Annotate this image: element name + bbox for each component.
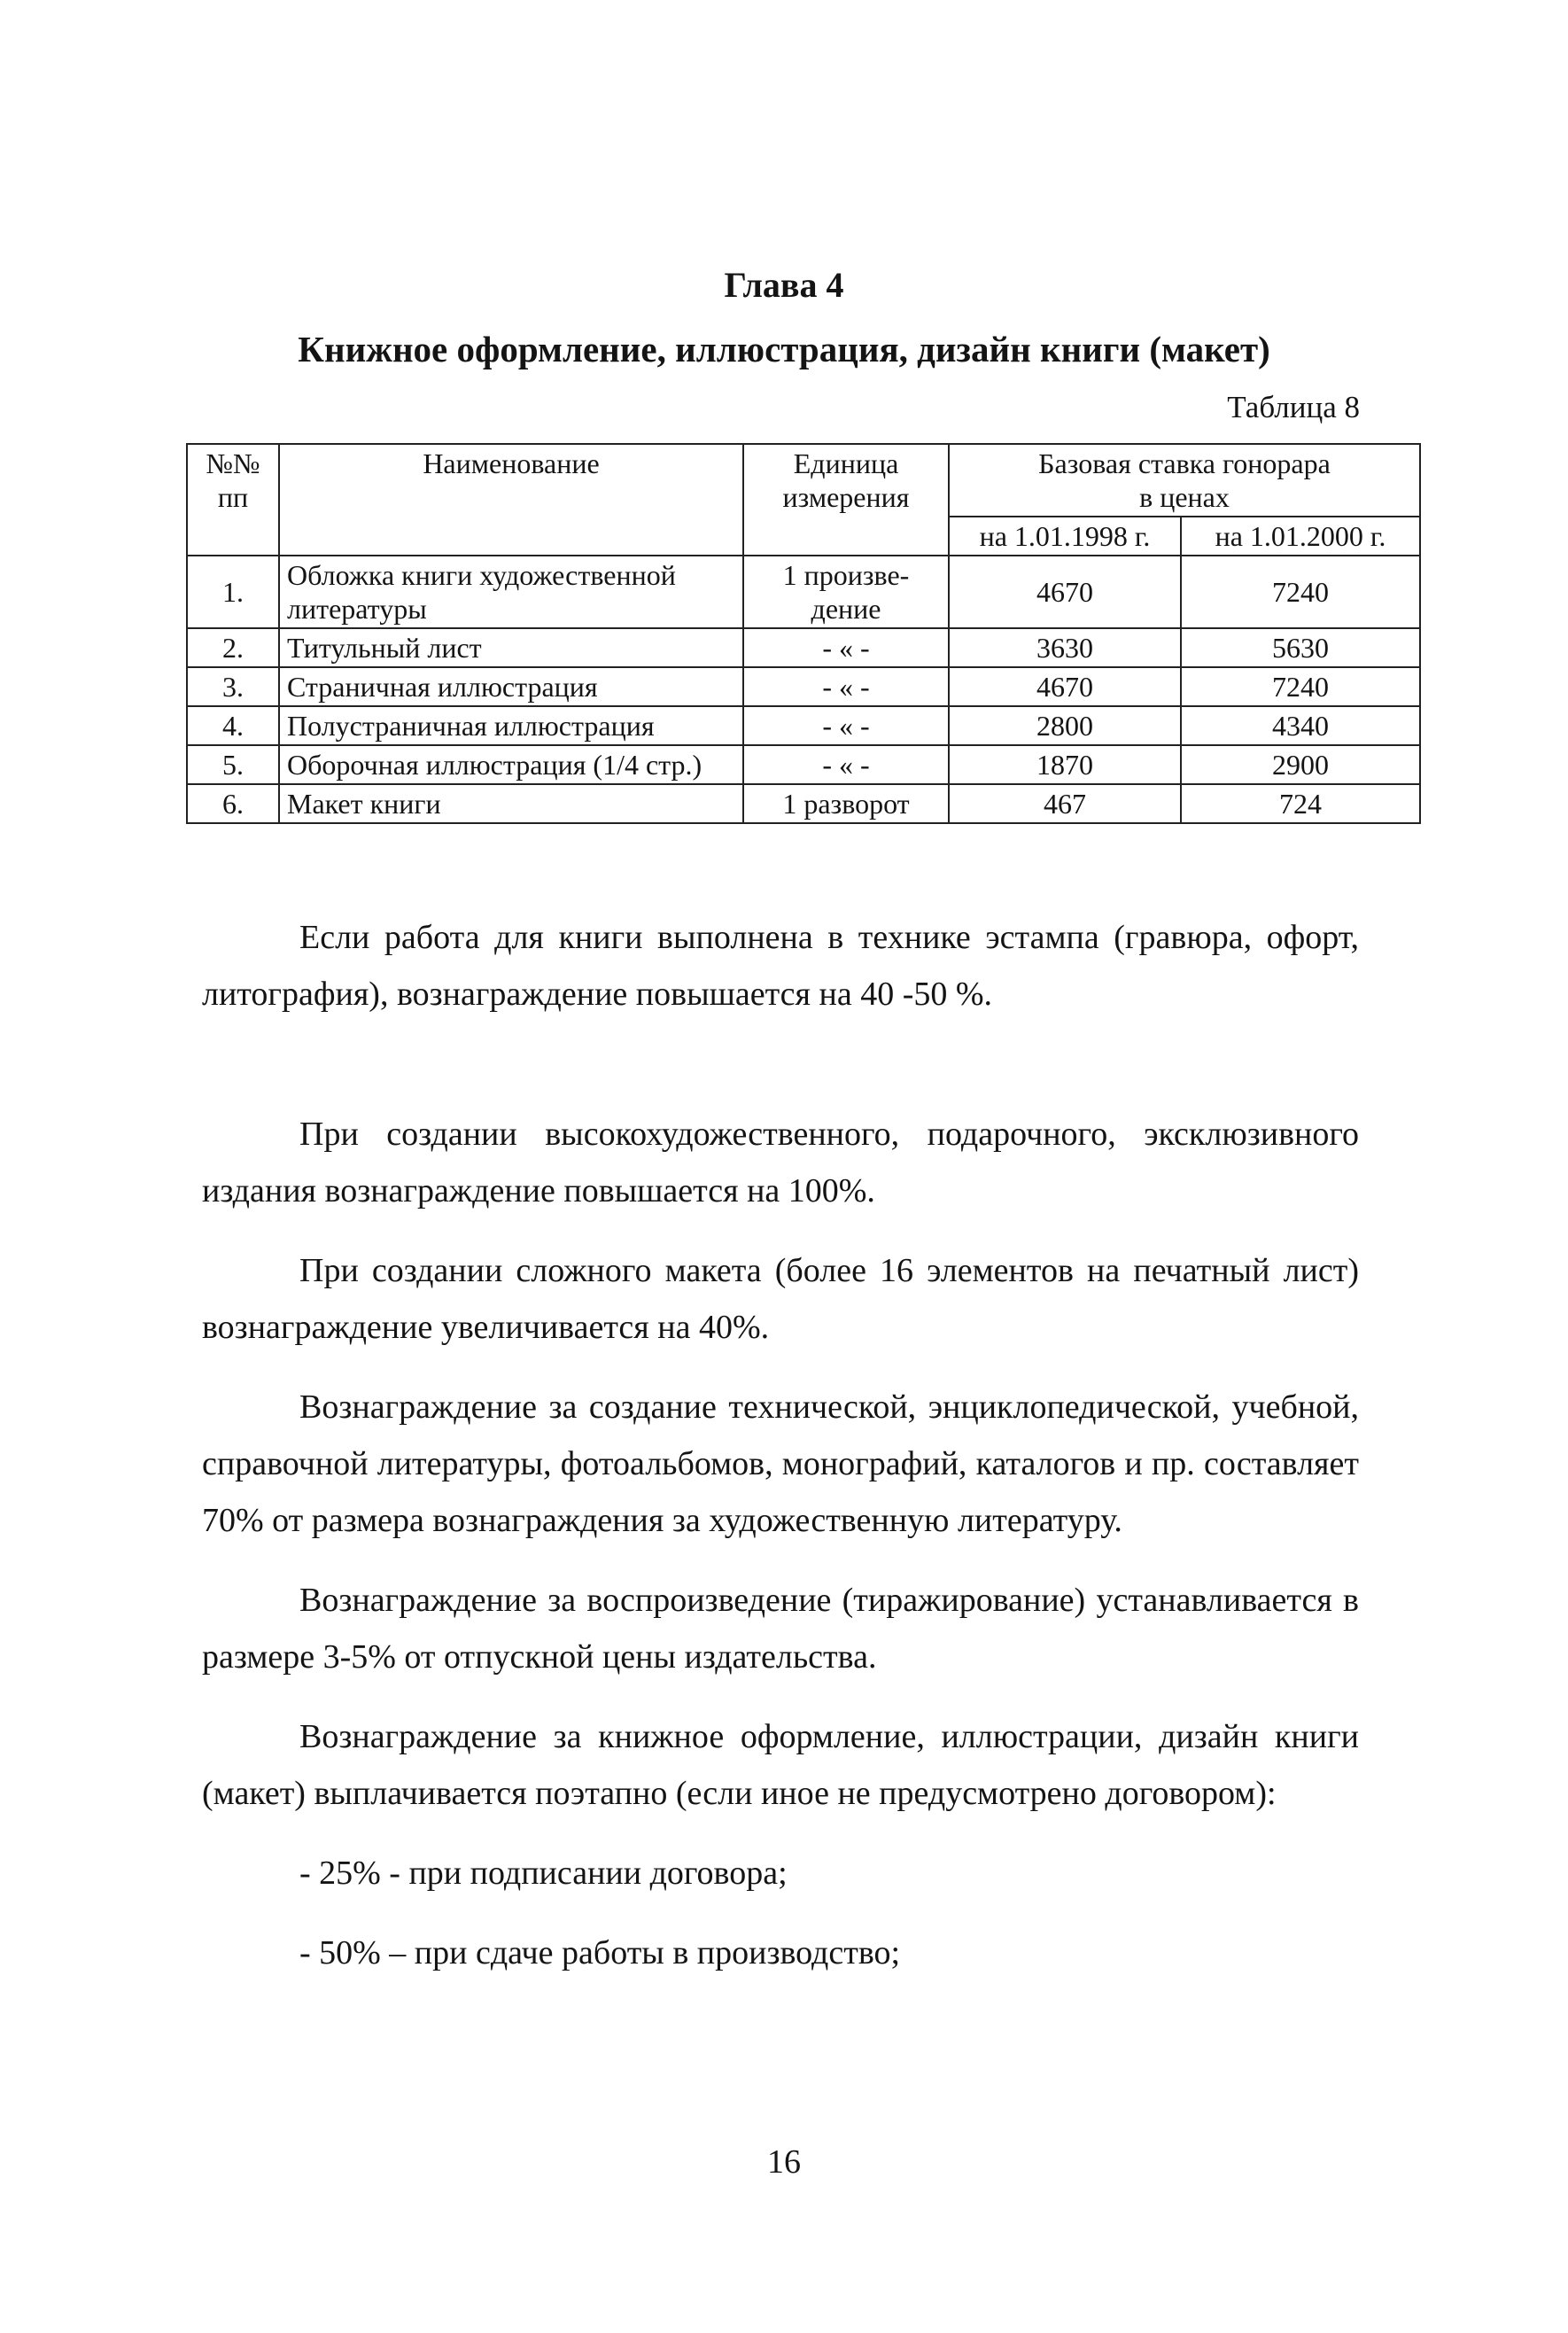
section-heading: Книжное оформление, иллюстрация, дизайн книги (макет) (298, 329, 1270, 369)
paragraph: Если работа для книги выполнена в технике эстампа (гравюра, офорт, литография), вознаграждение повышается на 40 -50 %. (202, 919, 1359, 1013)
header-rate (949, 444, 1420, 517)
cell-name: Страничная иллюстрация (279, 667, 743, 706)
paragraph: Вознаграждение за создание технической, энциклопедической, учебной, справочной литературы, фотоальбомов, монографий, каталогов и пр. составляет 70% от размера вознаграждения за художественную литературу. (202, 1388, 1359, 1539)
paragraph: При создании высокохудожественного, подарочного, эксклюзивного издания вознаграждение повышается на 100%. (202, 1116, 1359, 1209)
cell-1998: 2800 (949, 706, 1181, 745)
cell-unit: - « - (743, 706, 949, 745)
page-number: 16 (767, 2143, 801, 2181)
header-unit-line2: измерения (782, 481, 910, 513)
cell-2000: 2900 (1181, 745, 1420, 784)
table-row (187, 667, 1420, 706)
cell-unit: 1 разворот (743, 784, 949, 823)
paragraph: При создании сложного макета (более 16 элементов на печатный лист) вознаграждение увеличивается на 40%. (202, 1252, 1359, 1346)
cell-name: Титульный лист (279, 628, 743, 667)
header-num (187, 444, 279, 556)
cell-1998: 1870 (949, 745, 1181, 784)
cell-num: 1. (187, 556, 279, 628)
paragraph-block-2 (202, 1106, 1359, 1981)
table-header-row (187, 444, 1420, 517)
paragraph-block-1 (202, 909, 1359, 1023)
cell-num: 5. (187, 745, 279, 784)
cell-1998: 467 (949, 784, 1181, 823)
paragraph: Вознаграждение за книжное оформление, иллюстрации, дизайн книги (макет) выплачивается поэтапно (если иное не предусмотрено договором): (202, 1718, 1359, 1812)
header-num-line1: №№ (206, 447, 260, 479)
fee-table (186, 443, 1421, 824)
cell-1998: 4670 (949, 556, 1181, 628)
table-row (187, 556, 1420, 628)
header-rate-line1: Базовая ставка гонорара (1038, 447, 1331, 479)
header-num-line2: пп (217, 481, 249, 513)
table-row (187, 745, 1420, 784)
cell-name-text: Обложка книги художественной литературы (287, 559, 676, 625)
cell-name (279, 556, 743, 628)
header-unit-line1: Единица (793, 447, 899, 479)
cell-name: Полустраничная иллюстрация (279, 706, 743, 745)
list-item: - 50% – при сдаче работы в производство; (299, 1934, 901, 1971)
cell-num: 3. (187, 667, 279, 706)
header-name: Наименование (279, 444, 743, 556)
cell-num: 4. (187, 706, 279, 745)
cell-1998: 3630 (949, 628, 1181, 667)
cell-unit: - « - (743, 745, 949, 784)
table-row (187, 784, 1420, 823)
header-unit (743, 444, 949, 556)
cell-name: Оборочная иллюстрация (1/4 стр.) (279, 745, 743, 784)
chapter-title: Глава 4 (724, 265, 844, 305)
cell-unit: - « - (743, 667, 949, 706)
cell-name: Макет книги (279, 784, 743, 823)
paragraph: Вознаграждение за воспроизведение (тиражирование) устанавливается в размере 3-5% от отпускной цены издательства. (202, 1582, 1359, 1676)
cell-2000: 7240 (1181, 667, 1420, 706)
cell-unit: - « - (743, 628, 949, 667)
cell-2000: 7240 (1181, 556, 1420, 628)
header-rate-line2: в ценах (1139, 481, 1230, 513)
header-2000: на 1.01.2000 г. (1181, 517, 1420, 556)
cell-unit: 1 произве-дение (743, 556, 949, 628)
header-1998: на 1.01.1998 г. (949, 517, 1181, 556)
cell-2000: 5630 (1181, 628, 1420, 667)
list-item: - 25% - при подписании договора; (299, 1855, 788, 1892)
cell-2000: 4340 (1181, 706, 1420, 745)
cell-num: 2. (187, 628, 279, 667)
cell-num: 6. (187, 784, 279, 823)
cell-2000: 724 (1181, 784, 1420, 823)
table-row (187, 706, 1420, 745)
table-row (187, 628, 1420, 667)
cell-1998: 4670 (949, 667, 1181, 706)
table-caption: Таблица 8 (1227, 390, 1360, 424)
